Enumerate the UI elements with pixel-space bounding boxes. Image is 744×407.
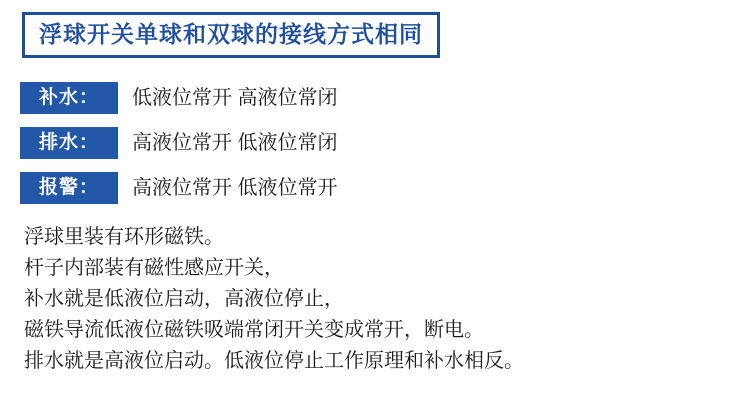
tag-desc-supply: 低液位常开 高液位常闭	[132, 87, 338, 109]
tag-row	[20, 78, 720, 118]
tag-label-drain: 排水：	[20, 127, 118, 160]
paragraph-line: 补水就是低液位启动，高液位停止，	[24, 288, 344, 310]
tag-desc-alarm: 高液位常开 低液位常开	[132, 177, 338, 199]
paragraph-line: 杆子内部装有磁性感应开关，	[24, 257, 284, 279]
description-paragraph	[24, 222, 730, 377]
tag-row-list	[20, 78, 720, 213]
tag-row	[20, 123, 720, 163]
page-title: 浮球开关单球和双球的接线方式相同	[39, 21, 423, 47]
paragraph-line: 排水就是高液位启动。低液位停止工作原理和补水相反。	[24, 350, 524, 372]
paragraph-line: 浮球里装有环形磁铁。	[24, 226, 224, 248]
tag-desc-drain: 高液位常开 低液位常闭	[132, 132, 338, 154]
paragraph-line: 磁铁导流低液位磁铁吸端常闭开关变成常开，断电。	[24, 319, 484, 341]
title-block	[22, 12, 440, 58]
title-box	[22, 12, 440, 58]
tag-label-alarm: 报警：	[20, 172, 118, 205]
tag-label-supply: 补水：	[20, 82, 118, 115]
tag-row	[20, 168, 720, 208]
